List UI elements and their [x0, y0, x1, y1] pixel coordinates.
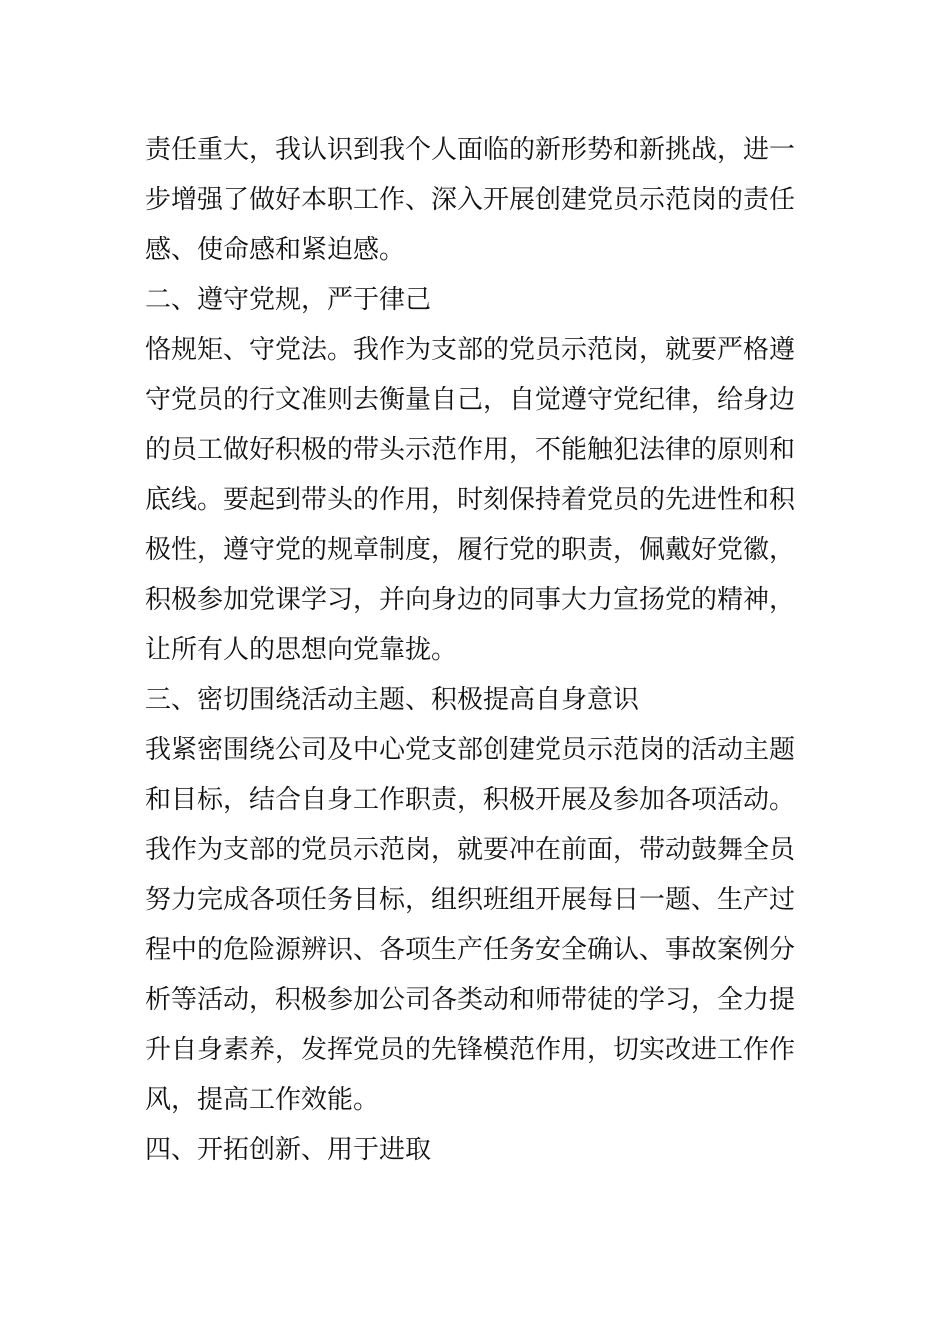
text-line: 升自身素养，发挥党员的先锋模范作用，切实改进工作作 — [145, 1035, 796, 1065]
text-line: 析等活动，积极参加公司各类动和师带徒的学习，全力提 — [145, 985, 796, 1015]
text-line: 极性，遵守党的规章制度，履行党的职责，佩戴好党徽， — [145, 535, 796, 565]
text-line: 责任重大，我认识到我个人面临的新形势和新挑战，进一 — [145, 135, 796, 165]
text-line: 我紧密围绕公司及中心党支部创建党员示范岗的活动主题 — [145, 735, 796, 765]
text-line: 风，提高工作效能。 — [145, 1085, 380, 1115]
text-line: 让所有人的思想向党靠拢。 — [145, 635, 458, 665]
section-heading: 四、开拓创新、用于进取 — [145, 1135, 432, 1165]
text-line: 的员工做好积极的带头示范作用，不能触犯法律的原则和 — [145, 435, 796, 465]
document-body — [145, 125, 815, 1175]
text-line: 守党员的行文准则去衡量自己，自觉遵守党纪律，给身边 — [145, 385, 796, 415]
text-line: 感、使命感和紧迫感。 — [145, 235, 406, 265]
text-line: 我作为支部的党员示范岗，就要冲在前面，带动鼓舞全员 — [145, 835, 796, 865]
text-line: 和目标，结合自身工作职责，积极开展及参加各项活动。 — [145, 785, 796, 815]
text-line: 步增强了做好本职工作、深入开展创建党员示范岗的责任 — [145, 185, 796, 215]
section-heading: 三、密切围绕活动主题、积极提高自身意识 — [145, 685, 640, 715]
text-line: 程中的危险源辨识、各项生产任务安全确认、事故案例分 — [145, 935, 796, 965]
text-line: 努力完成各项任务目标，组织班组开展每日一题、生产过 — [145, 885, 796, 915]
section-heading: 二、遵守党规，严于律己 — [145, 285, 432, 315]
text-line: 恪规矩、守党法。我作为支部的党员示范岗，就要严格遵 — [145, 335, 796, 365]
text-line: 积极参加党课学习，并向身边的同事大力宣扬党的精神， — [145, 585, 796, 615]
text-line: 底线。要起到带头的作用，时刻保持着党员的先进性和积 — [145, 485, 796, 515]
